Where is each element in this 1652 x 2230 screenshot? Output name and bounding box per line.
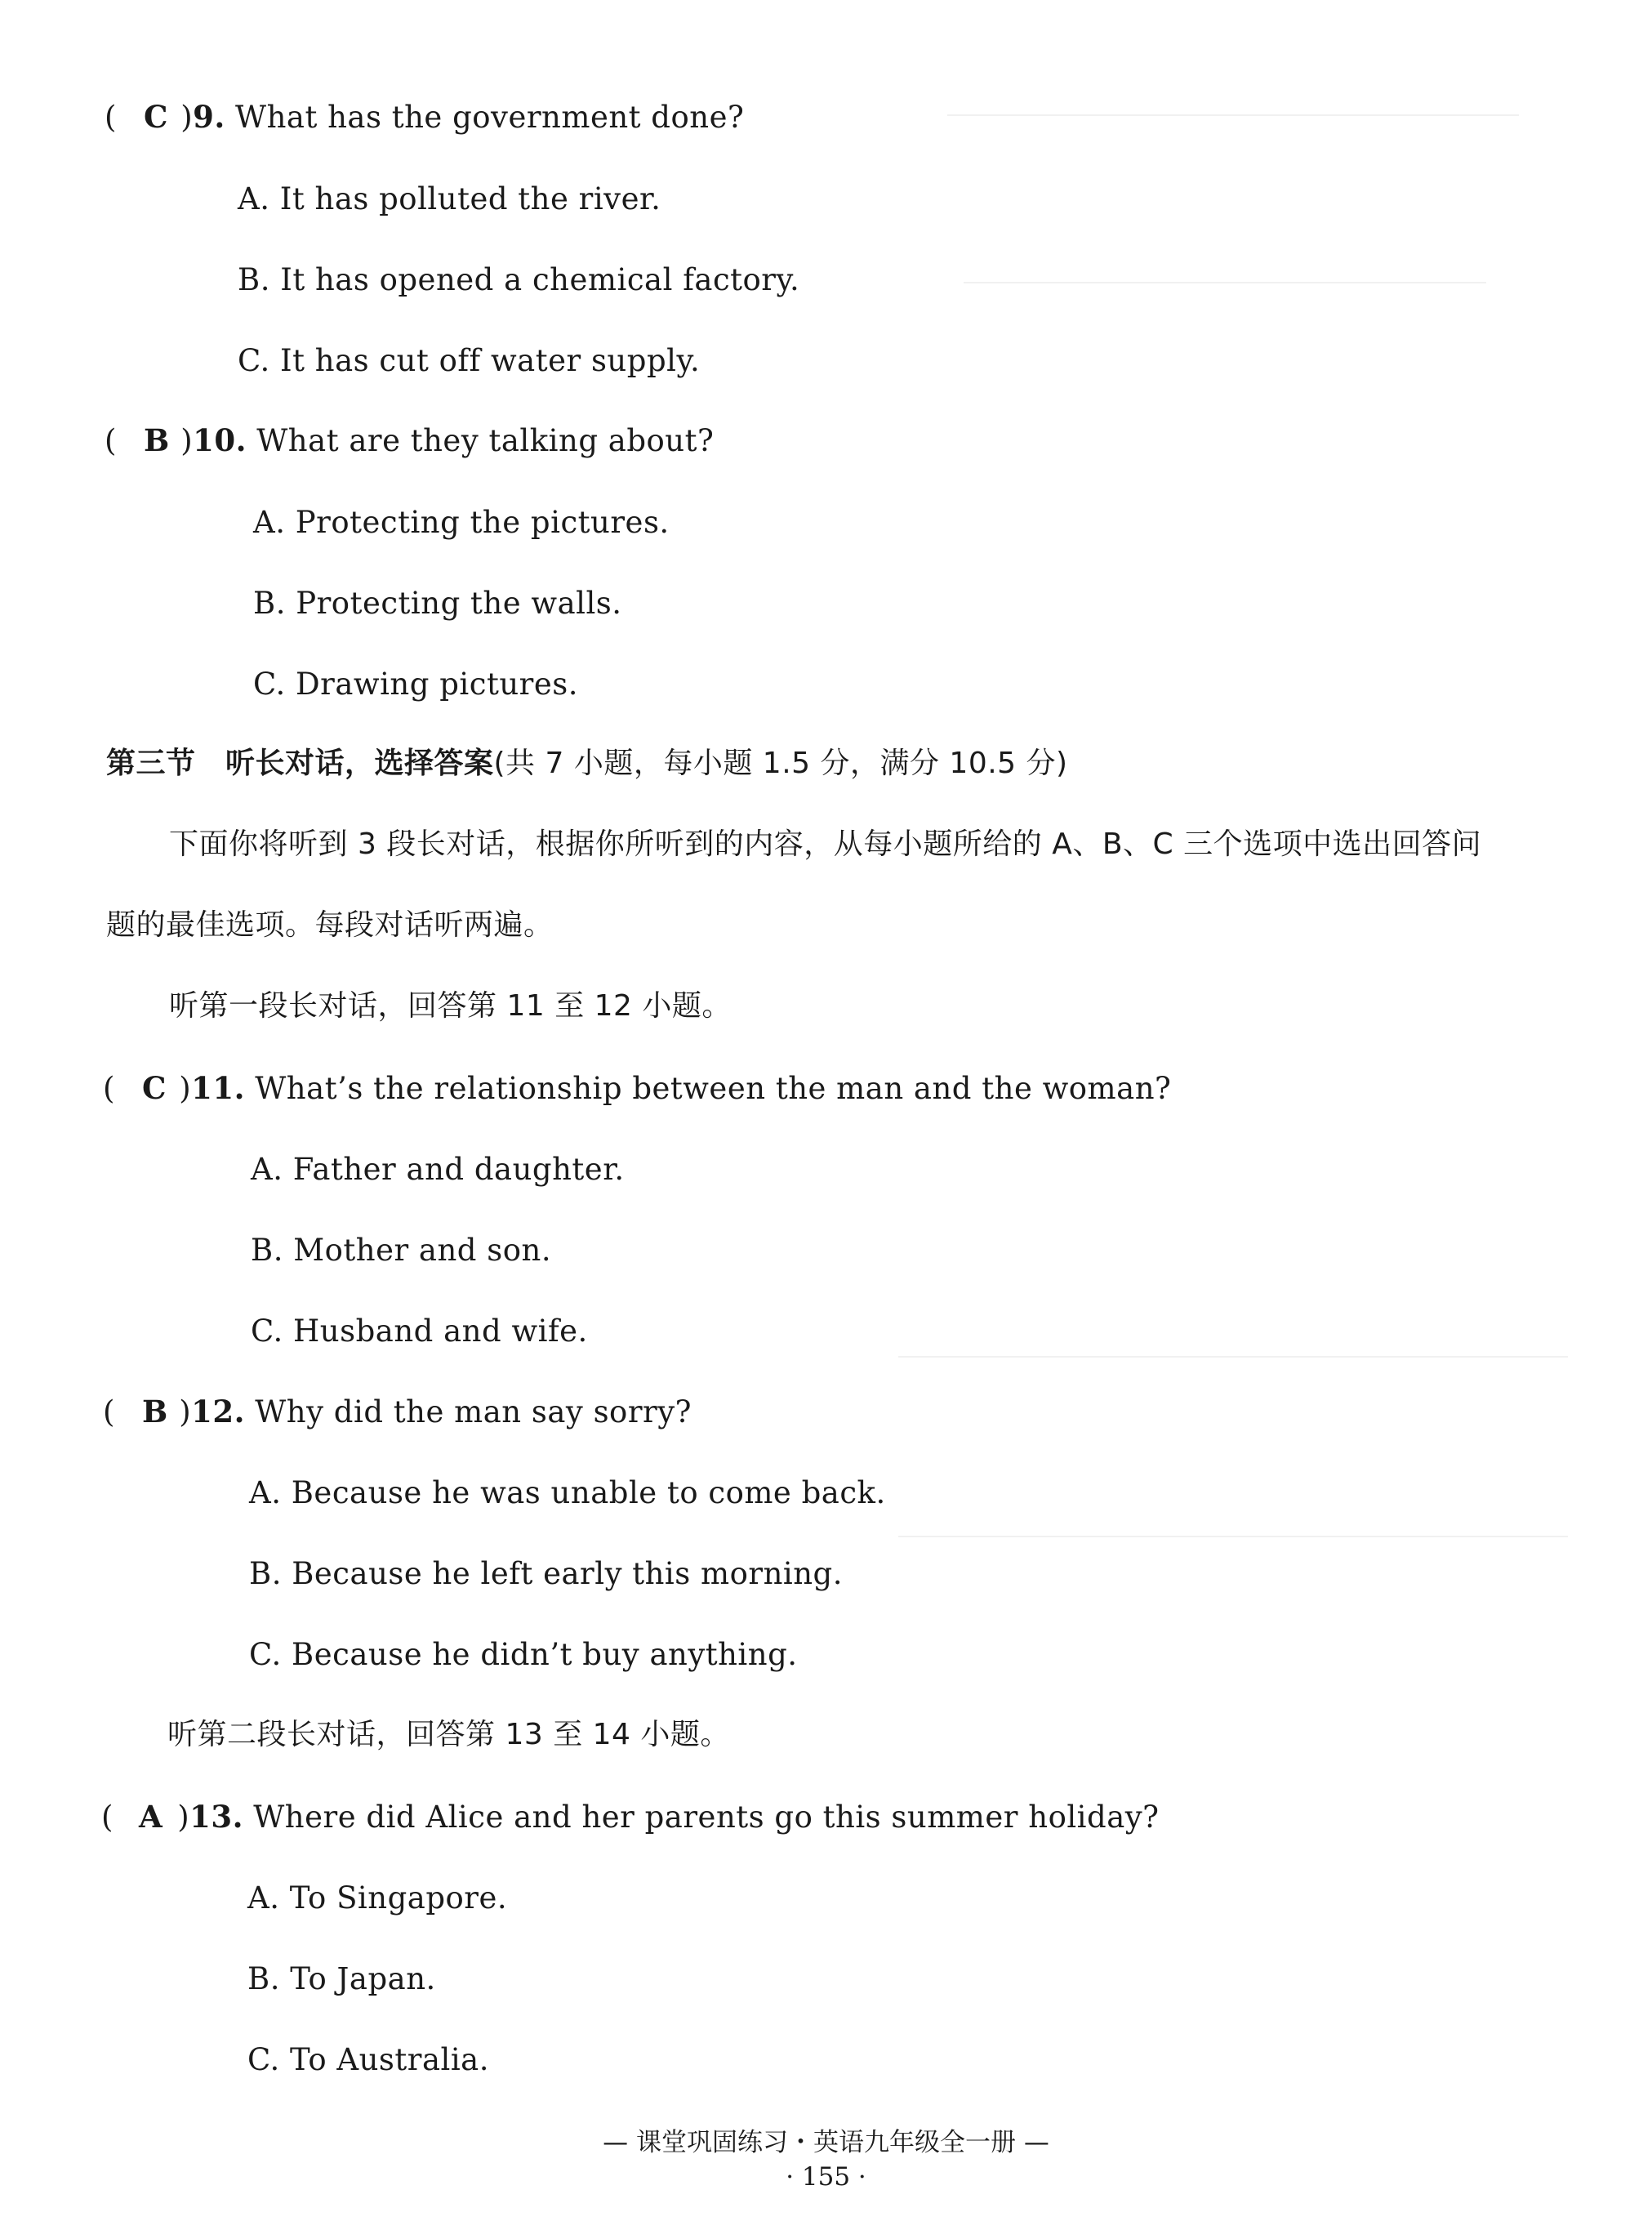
show-through-mark	[964, 282, 1486, 283]
section-3-title: 第三节 听长对话，选择答案	[106, 747, 494, 780]
question-10-option-a: A. Protecting the pictures.	[253, 505, 670, 540]
question-9-option-b: B. It has opened a chemical factory.	[238, 262, 800, 297]
question-10-number: 10.	[193, 422, 247, 458]
question-11-option-a: A. Father and daughter.	[251, 1152, 625, 1187]
section-3-instructions-line-2: 题的最佳选项。每段对话听两遍。	[106, 908, 554, 942]
question-13	[101, 1799, 1160, 1835]
question-13-text: Where did Alice and her parents go this summer holiday?	[253, 1800, 1160, 1835]
answer-bracket-open: (	[103, 1394, 115, 1429]
section-3-heading	[106, 749, 1068, 778]
question-13-answer: A	[139, 1799, 163, 1835]
show-through-mark	[898, 1356, 1568, 1358]
question-10	[105, 422, 715, 458]
question-11-option-c: C. Husband and wife.	[251, 1313, 588, 1349]
section-3-scoring-note: (共 7 小题，每小题 1.5 分，满分 10.5 分)	[493, 747, 1068, 780]
question-12-text: Why did the man say sorry?	[255, 1394, 692, 1429]
question-11-number: 11.	[191, 1070, 246, 1106]
answer-bracket-close: )	[179, 1394, 192, 1429]
dialogue-1-intro: 听第一段长对话，回答第 11 至 12 小题。	[169, 989, 732, 1023]
question-12-option-c: C. Because he didn’t buy anything.	[249, 1637, 798, 1672]
question-10-option-c: C. Drawing pictures.	[253, 667, 578, 702]
answer-bracket-open: (	[105, 100, 117, 135]
show-through-mark	[898, 1536, 1568, 1537]
question-9-number: 9.	[193, 99, 225, 135]
question-13-option-b: B. To Japan.	[247, 1961, 436, 1996]
answer-bracket-close: )	[180, 423, 194, 458]
question-9-option-c: C. It has cut off water supply.	[238, 343, 701, 378]
question-12-answer: B	[142, 1394, 168, 1429]
question-9-option-a: A. It has polluted the river.	[238, 181, 661, 216]
question-11-option-b: B. Mother and son.	[251, 1233, 552, 1268]
dialogue-2-intro: 听第二段长对话，回答第 13 至 14 小题。	[167, 1718, 730, 1751]
question-12-option-a: A. Because he was unable to come back.	[249, 1475, 886, 1510]
answer-bracket-open: (	[103, 1071, 115, 1106]
answer-bracket-close: )	[179, 1071, 192, 1106]
question-10-text: What are they talking about?	[256, 423, 715, 458]
book-title-footer: — 课堂巩固练习・英语九年级全一册 —	[603, 2128, 1049, 2157]
show-through-mark	[947, 114, 1519, 116]
answer-bracket-open: (	[101, 1800, 114, 1835]
question-13-number: 13.	[189, 1799, 244, 1835]
answer-bracket-open: (	[105, 423, 117, 458]
question-12-option-b: B. Because he left early this morning.	[249, 1556, 844, 1591]
page-number: · 155 ·	[786, 2162, 866, 2192]
question-11-text: What’s the relationship between the man and the woman?	[255, 1071, 1172, 1106]
question-11	[103, 1070, 1172, 1106]
question-12-number: 12.	[191, 1394, 246, 1429]
question-12	[103, 1394, 692, 1429]
question-13-option-a: A. To Singapore.	[247, 1880, 508, 1916]
question-9	[105, 99, 745, 135]
section-3-instructions-line-1: 下面你将听到 3 段长对话，根据你所听到的内容，从每小题所给的 A、B、C 三个选项中选出回答问	[169, 827, 1482, 861]
question-10-option-b: B. Protecting the walls.	[253, 586, 622, 621]
answer-bracket-close: )	[177, 1800, 190, 1835]
question-11-answer: C	[142, 1070, 167, 1106]
question-9-answer: C	[144, 99, 168, 135]
answer-bracket-close: )	[180, 100, 194, 135]
question-10-answer: B	[144, 422, 170, 458]
question-9-text: What has the government done?	[235, 100, 745, 135]
question-13-option-c: C. To Australia.	[247, 2042, 489, 2077]
